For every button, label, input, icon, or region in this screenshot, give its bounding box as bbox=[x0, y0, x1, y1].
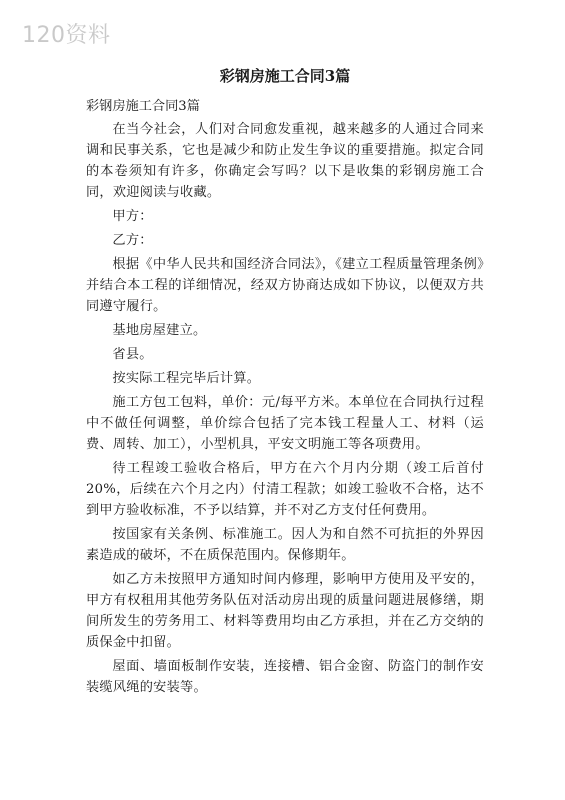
paragraph-legal-basis: 根据《中华人民共和国经济合同法》，《建立工程质量管理条例》并结合本工程的详细情况，经双方协商达成如下协议，以便双方共同遵守履行。 bbox=[86, 257, 484, 314]
paragraph-unit-price: 施工方包工包料，单价：元/每平方米。本单位在合同执行过程中不做任何调整，单价综合包括了完本钱工程量人工、材料（运费、周转、加工），小型机具，平安文明施工等各项费用。 bbox=[86, 395, 484, 452]
document-subtitle: 彩钢房施工合同3篇 bbox=[86, 99, 200, 114]
paragraph-payment: 待工程竣工验收合格后，甲方在六个月内分期（竣工后首付20%，后续在六个月之内）付清工程款；如竣工验收不合格，达不到甲方验收标准，不予以结算，并不对乙方支付任何费用。 bbox=[86, 461, 484, 518]
paragraph-repair: 如乙方未按照甲方通知时间内修理，影响甲方使用及平安的，甲方有权租用其他劳务队伍对活动房出现的质量问题进展修缮，期间所发生的劳务用工、材料等费用均由乙方承担，并在乙方交纳的质保金中扣留。 bbox=[86, 572, 484, 650]
document-body bbox=[86, 64, 484, 698]
paragraph-scope: 屋面、墙面板制作安装，连接槽、铝合金窗、防盗门的制作安装缆风绳的安装等。 bbox=[86, 659, 484, 695]
watermark-logo: 120资料 bbox=[22, 23, 111, 48]
paragraph-quantity: 按实际工程完毕后计算。 bbox=[112, 371, 261, 386]
paragraph-party-b: 乙方： bbox=[112, 233, 153, 248]
paragraph-intro: 在当今社会，人们对合同愈发重视，越来越多的人通过合同来调和民事关系，它也是减少和防止发生争议的重要措施。拟定合同的本卷须知有许多，你确定会写吗？以下是收集的彩钢房施工合同，欢迎阅读与收藏。 bbox=[86, 122, 484, 200]
paragraph-location: 省县。 bbox=[112, 347, 153, 362]
paragraph-warranty: 按国家有关条例、标准施工。因人为和自然不可抗拒的外界因素造成的破坏，不在质保范围内。保修期年。 bbox=[86, 527, 484, 563]
document-title: 彩钢房施工合同3篇 bbox=[219, 67, 351, 85]
paragraph-project-name: 基地房屋建立。 bbox=[112, 323, 207, 338]
paragraph-party-a: 甲方： bbox=[112, 209, 153, 224]
